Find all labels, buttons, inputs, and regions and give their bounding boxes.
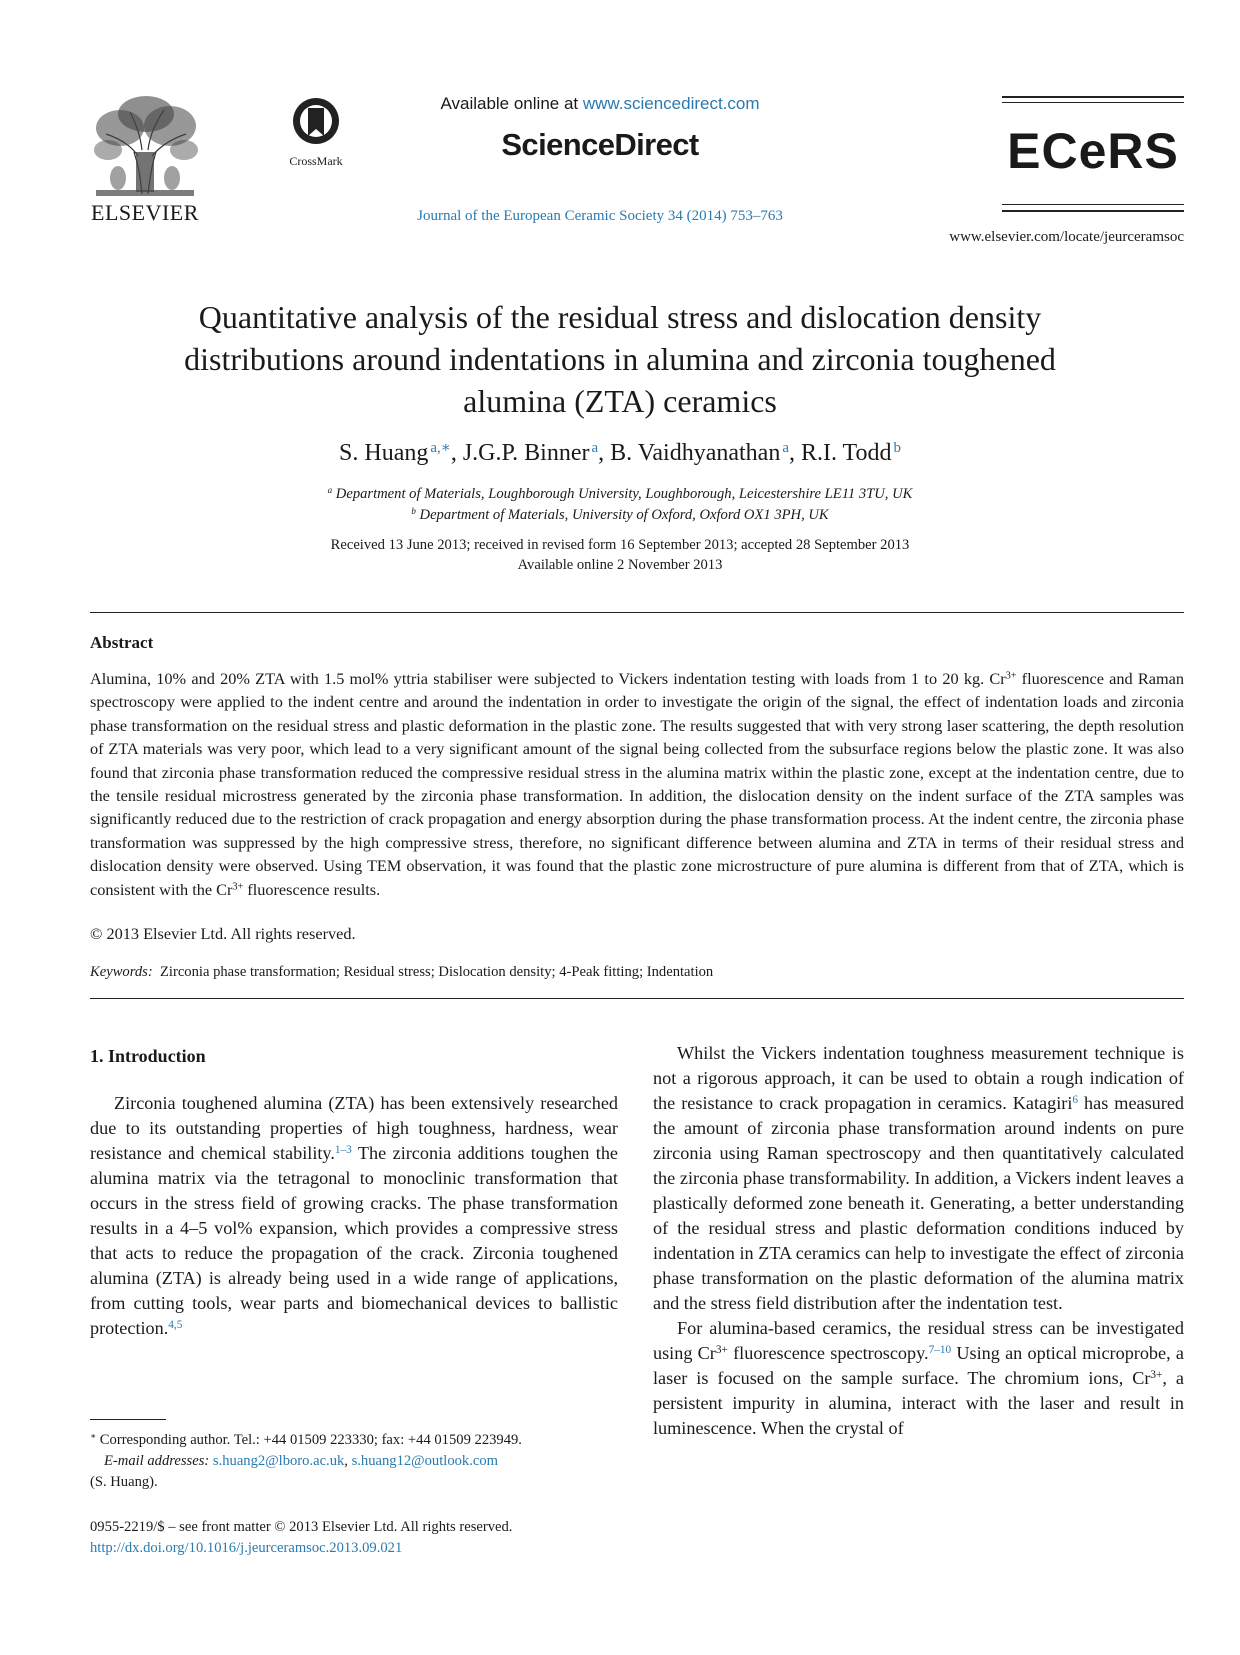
paragraph bbox=[90, 1091, 618, 1341]
sciencedirect-link[interactable]: www.sciencedirect.com bbox=[582, 94, 760, 113]
ecers-wordmark: ECeRS bbox=[1007, 123, 1179, 179]
footnote-rule bbox=[90, 1419, 166, 1420]
elsevier-logo bbox=[86, 94, 204, 224]
paragraph-text: Zirconia toughened alumina (ZTA) has been extensively researched due to its outstanding properties of high toughness, hardness, wear resistance and chemical stability. bbox=[90, 1093, 618, 1163]
abstract-text-part: fluorescence and Raman spectroscopy were applied to the indent centre and around the indentation in order to investigate the origin of the signal, the effect of indentation loads and zirconia phase transformation on the residual stress and plastic deformation in the plastic zone. The results suggested that with very strong laser scattering, the depth resolution of ZTA materials was very poor, which lead to a very significant amount of the signal being collected from the subsurface regions below the plastic zone. It was also found that zirconia phase transformation reduced the compressive residual stress in the alumina matrix within the plastic zone, except at the indentation centre, due to the tensile residual microstress generated by the zirconia phase transformation. In addition, the dislocation density on the indent surface of the ZTA samples was significantly reduced due to the restriction of crack propagation and energy absorption during the phase transformation process. At the indent centre, the zirconia phase transformation was suppressed by the high compressive stress, therefore, no significant difference between alumina and ZTA in terms of their residual stress and dislocation density were observed. Using TEM observation, it was found that the plastic zone microstructure of pure alumina is different from that of ZTA, which is consistent with the Cr bbox=[90, 669, 1184, 899]
abstract-top-rule bbox=[90, 612, 1184, 613]
journal-citation-link[interactable]: Journal of the European Ceramic Society 34 (2014) 753–763 bbox=[417, 208, 783, 224]
abstract-bottom-rule bbox=[90, 998, 1184, 999]
doi-link[interactable]: http://dx.doi.org/10.1016/j.jeurceramsoc.2013.09.021 bbox=[90, 1540, 403, 1556]
footnote-line bbox=[90, 1430, 618, 1451]
affiliation-b bbox=[140, 505, 1100, 526]
footnote-mark: ∗ bbox=[90, 1431, 97, 1442]
paragraph bbox=[653, 1316, 1184, 1441]
affiliation-text: Department of Materials, University of Oxford, Oxford OX1 3PH, UK bbox=[419, 507, 829, 523]
email-link[interactable]: s.huang2@lboro.ac.uk bbox=[212, 1453, 345, 1469]
abstract-text-part: fluorescence results. bbox=[243, 879, 381, 899]
affiliation-mark: a bbox=[327, 485, 333, 496]
keywords-line bbox=[90, 964, 1184, 981]
affiliation-text: Department of Materials, Loughborough University, Loughborough, Leicestershire LE11 3TU, UK bbox=[335, 486, 913, 502]
article-title: Quantitative analysis of the residual stress and dislocation density distributions around indentations in alumina and zirconia toughened alumina (ZTA) ceramics bbox=[184, 299, 1056, 419]
abstract-copyright: © 2013 Elsevier Ltd. All rights reserved. bbox=[90, 924, 356, 943]
author-name[interactable]: B. Vaidhyanathan bbox=[610, 440, 781, 466]
available-online-line bbox=[380, 94, 820, 114]
affiliation-mark: b bbox=[411, 506, 416, 517]
author-name[interactable]: J.G.P. Binner bbox=[462, 440, 590, 466]
corresponding-author-footnote bbox=[90, 1430, 618, 1493]
email-separator: , bbox=[344, 1453, 352, 1469]
email-label: E-mail addresses: bbox=[104, 1453, 210, 1469]
superscript: 3+ bbox=[715, 1343, 728, 1356]
journal-homepage-url[interactable]: www.elsevier.com/locate/jeurceramsoc bbox=[949, 229, 1184, 245]
author-list: S. Huang $^{a,∗}$, J.G.P. Binner $^a$, B. Vaidhyanathan $^a$, R.I. Todd $^b$ bbox=[339, 439, 901, 466]
sciencedirect-logo: ScienceDirect bbox=[501, 127, 699, 162]
available-online-date: Available online 2 November 2013 bbox=[517, 557, 723, 573]
abstract-text bbox=[90, 667, 1184, 901]
article-history bbox=[140, 535, 1100, 575]
keywords-label: Keywords: bbox=[90, 964, 153, 980]
paragraph-text: The zirconia additions toughen the alumina matrix via the tetragonal to monoclinic transformation that occurs in the stress field of growing cracks. The phase transformation results in a 4–5 vol% expansion, which provides a compressive stress that acts to reduce the propagation of the crack. Zirconia toughened alumina (ZTA) is already being used in a wide range of applications, from cutting tools, wear parts and biomechanical devices to ballistic protection. bbox=[90, 1143, 618, 1338]
elsevier-tree-icon bbox=[90, 94, 200, 198]
paragraph-text: Using an optical microprobe, a laser is focused on the sample surface. The chromium ions, Cr bbox=[653, 1343, 1184, 1388]
body-column-right bbox=[653, 1041, 1184, 1441]
email-link[interactable]: s.huang12@outlook.com bbox=[351, 1453, 498, 1469]
author-affiliation-mark[interactable]: a,∗ bbox=[430, 439, 451, 456]
paragraph-text: Whilst the Vickers indentation toughness measurement technique is not a rigorous approach, it can be used to obtain a rough indication of the resistance to crack propagation in ceramics. Katagiri bbox=[653, 1043, 1184, 1113]
crossmark-badge[interactable] bbox=[278, 96, 354, 169]
footnote-owner: (S. Huang). bbox=[90, 1474, 158, 1490]
received-dates: Received 13 June 2013; received in revised form 16 September 2013; accepted 28 September 2013 bbox=[330, 537, 910, 553]
affiliation-a bbox=[140, 484, 1100, 505]
front-matter bbox=[90, 1517, 690, 1559]
superscript: 3+ bbox=[1150, 1368, 1163, 1381]
paragraph-text: fluorescence spectroscopy. bbox=[727, 1343, 929, 1363]
body-column-left bbox=[90, 1091, 618, 1341]
paragraph-text: , a persistent impurity in alumina, interact with the laser and result in luminescence. When the crystal of bbox=[653, 1368, 1184, 1438]
crossmark-label: CrossMark bbox=[289, 154, 343, 168]
issn-line: 0955-2219/$ – see front matter © 2013 Elsevier Ltd. All rights reserved. bbox=[90, 1519, 513, 1535]
author-name[interactable]: R.I. Todd bbox=[800, 440, 892, 466]
author-affiliation-mark[interactable]: a bbox=[591, 439, 599, 456]
abstract-heading: Abstract bbox=[90, 633, 154, 652]
elsevier-wordmark: ELSEVIER bbox=[91, 200, 199, 225]
superscript: 3+ bbox=[232, 881, 244, 893]
keywords-list: Zirconia phase transformation; Residual stress; Dislocation density; 4-Peak fitting; Indentation bbox=[160, 964, 714, 980]
section-heading-introduction: 1. Introduction bbox=[90, 1046, 206, 1066]
paragraph-text: For alumina-based ceramics, the residual stress can be investigated using Cr bbox=[653, 1318, 1184, 1363]
superscript: 3+ bbox=[1005, 670, 1017, 682]
citation-link[interactable]: 1–3 bbox=[334, 1143, 352, 1156]
paragraph bbox=[653, 1041, 1184, 1316]
author-affiliation-mark[interactable]: a bbox=[782, 439, 789, 456]
citation-link[interactable]: 6 bbox=[1072, 1093, 1079, 1106]
author-affiliation-mark[interactable]: b bbox=[893, 439, 901, 456]
crossmark-icon bbox=[291, 96, 341, 148]
citation-link[interactable]: 4,5 bbox=[168, 1318, 183, 1331]
available-prefix: Available online at bbox=[440, 94, 583, 113]
paragraph-text: has measured the amount of zirconia phase transformation around indents on pure zirconia using Raman spectroscopy and then quantitatively calculated the zirconia phase transformability. In addition, a Vickers indent leaves a plastically deformed zone beneath it. Generating, a better understanding of the residual stress and plastic deformation conditions induced by indentation in ZTA ceramics can help to investigate the effect of zirconia phase transformation on the plastic deformation of the alumina matrix and the stress field distribution after the indentation test. bbox=[653, 1093, 1184, 1313]
citation-link[interactable]: 7–10 bbox=[928, 1343, 952, 1356]
affiliations bbox=[140, 484, 1100, 526]
footnote-emails bbox=[90, 1451, 618, 1472]
ecers-logo bbox=[1002, 96, 1184, 218]
author-name[interactable]: S. Huang bbox=[339, 440, 429, 466]
abstract-text-part: Alumina, 10% and 20% ZTA with 1.5 mol% yttria stabiliser were subjected to Vickers indentation testing with loads from 1 to 20 kg. Cr bbox=[90, 669, 1006, 688]
footnote-text: Corresponding author. Tel.: +44 01509 223330; fax: +44 01509 223949. bbox=[96, 1432, 522, 1448]
